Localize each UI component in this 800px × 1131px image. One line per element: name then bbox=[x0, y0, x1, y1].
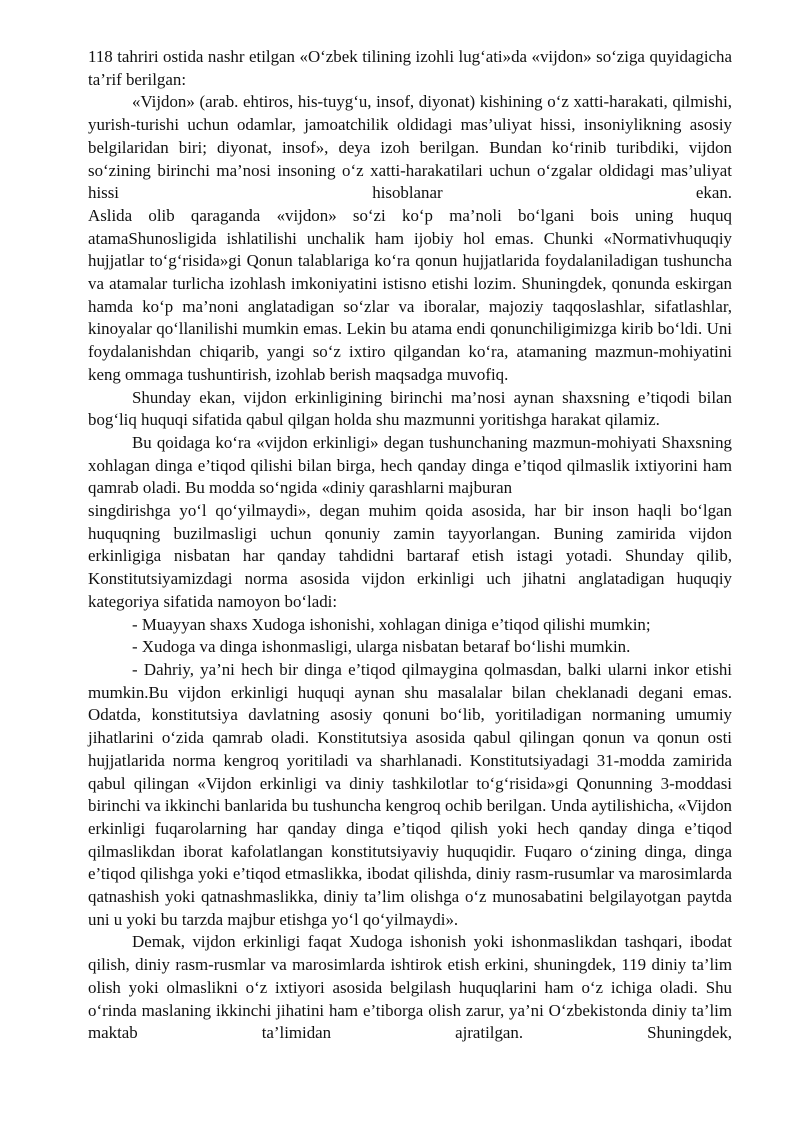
paragraph-definition: «Vijdon» (arab. ehtiros, his-tuyg‘u, insof, diyonat) kishining o‘z xatti-harakati, qilmishi, yurish-turishi uchun odamlar, jamoatchilik oldidagi mas’uliyat hissi, insoniylikning asosiy belgilaridan biri; diyonat, insof», deya izoh berilgan. Bundan ko‘rinib turibdiki, vijdon so‘zining birinchi ma’nosi insoning o‘z xatti-harakatilari uchun o‘zgalar oldidagi mas’uliyat hissi hisoblanar ekan. bbox=[88, 92, 732, 203]
paragraph-rule: Bu qoidaga ko‘ra «vijdon erkinligi» degan tushunchaning mazmun-mohiyati Shaxsning xohlagan dinga e’tiqod qilishi bilan birga, hech qanday dinga e’tiqod qilmaslik ixtiyorini ham qamrab oladi. Bu modda so‘ngida «diniy qarashlarni majburan bbox=[88, 432, 732, 498]
paragraph-first-meaning: Shunday ekan, vijdon erkinligining birinchi ma’nosi aynan shaxsning e’tiqodi bilan bog‘liq huquqi sifatida qabul qilgan holda shu mazmunni yoritishga harakat qilamiz. bbox=[88, 387, 732, 430]
paragraph-terminology: Aslida olib qaraganda «vijdon» so‘zi ko‘p ma’noli bo‘lgani bois uning huquq atamaShunosligida ishlatilishi unchalik ham ijobiy hol emas. Chunki «Normativhuquqiy hujjatlar to‘g‘risida»gi Qonun talablariga ko‘ra qonun hujjatlarida foydalaniladigan tushuncha va atamalar turlicha izohlash imkoniyatini istisno etishi lozim. Shuningdek, qonunda eskirgan hamda ko‘p ma’noni anglatadigan so‘zlar va iboralar, majoziy taqqoslashlar, sifatlashlar, kinoyalar qo‘llanilishi mumkin emas. Lekin bu atama endi qonunchiligimizga kirib bo‘ldi. Uni foydalanishdan chiqarib, yangi so‘z ixtiro qilgandan ko‘ra, atamaning mazmun-mohiyatini keng ommaga tushuntirish, izohlab berish maqsadga muvofiq. bbox=[88, 205, 732, 384]
list-item-neutral: - Xudoga va dinga ishonmasligi, ularga nisbatan betaraf bo‘lishi mumkin. bbox=[132, 637, 631, 657]
paragraph-intro: 118 tahriri ostida nashr etilgan «O‘zbek tilining izohli lug‘ati»da «vijdon» so‘ziga quyidagicha ta’rif berilgan: bbox=[88, 47, 732, 89]
paragraph-conclusion: Demak, vijdon erkinligi faqat Xudoga ishonish yoki ishonmaslikdan tashqari, ibodat qilish, diniy rasm-rusmlar va marosimlarda ishtirok etish erkini, shuningdek, 119 diniy ta’lim olish yoki olmaslikni o‘z ixtiyori asosida belgilash huquqlarini ham o‘z ichiga oladi. Shu o‘rinda maslaning ikkinchi jihatini ham e’tiborga olish zarur, ya’ni O‘zbekistonda diniy ta’lim maktab ta’limidan ajratilgan. Shuningdek, bbox=[88, 932, 732, 1043]
list-item-atheist: - Dahriy, ya’ni hech bir dinga e’tiqod qilmaygina qolmasdan, balki ularni inkor etishi mumkin.Bu vijdon erkinligi huquqi aynan shu masalalar bilan cheklanadi degani emas. Odatda, konstitutsiya davlatning asosiy qonuni bo‘lib, yoritiladigan normaning umumiy jihatlarini o‘zida qamrab oladi. Konstitutsiya asosida qabul qilingan qonun va qonun osti hujjatlarida norma kengroq yoritiladi va sharhlanadi. Konstitutsiyadagi 31-modda zamirida qabul qilingan «Vijdon erkinligi va diniy tashkilotlar to‘g‘risida»gi Qonunning 3-moddasi birinchi va ikkinchi banlarida bu tushuncha kengroq ochib berilgan. Unda aytilishicha, «Vijdon erkinligi fuqarolarning har qanday dinga e’tiqod qilish yoki hech qanday dinga e’tiqod qilmaslikdan iborat kafolatlangan konstitutsiyaviy huquqidir. Fuqaro o‘zining dinga, dinga e’tiqod qilishga yoki e’tiqod etmaslikka, ibodat qilishda, diniy rasm-rusumlar va marosimlarda qatnashish yoki qatnashmaslikka, diniy ta’lim olishga o‘z munosabatini belgilayotgan paytda uni u yoki bu tarzda majbur etishga yo‘l qo‘yilmaydi». bbox=[88, 659, 732, 929]
list-item-believe: - Muayyan shaxs Xudoga ishonishi, xohlagan diniga e’tiqod qilishi mumkin; bbox=[132, 614, 651, 634]
paragraph-continuation: singdirishga yo‘l qo‘yilmaydi», degan muhim qoida asosida, har bir inson haqli bo‘lgan huquqning buzilmasligi uchun qonuniy zamin tayyorlangan. Buning zamirida vijdon erkinligiga nisbatan har qanday tahdidni bartaraf etish istagi yotadi. Shunday qilib, Konstitutsiyamizdagi norma asosida vijdon erkinligi uch jihatni anglatadigan huquqiy kategoriya sifatida namoyon bo‘ladi: bbox=[88, 501, 732, 611]
